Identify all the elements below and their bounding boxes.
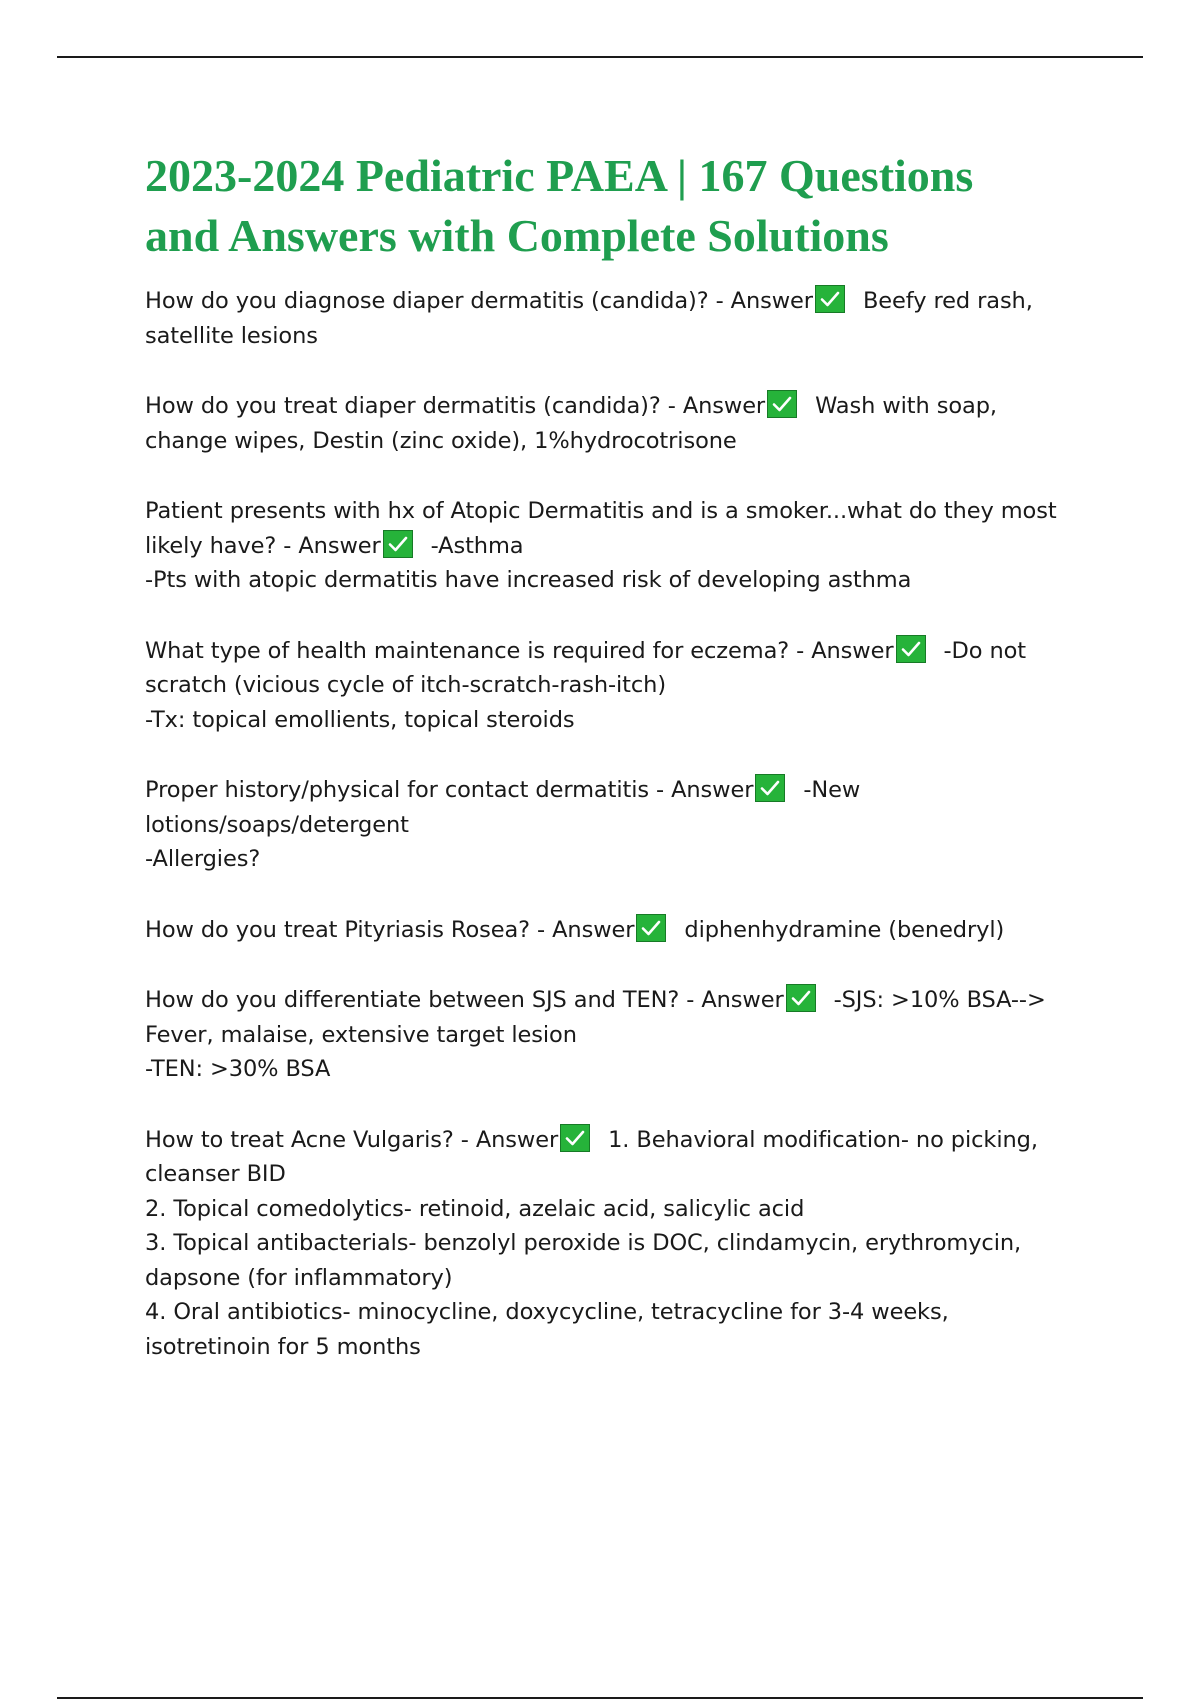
answer-text-line: cleanser BID: [145, 1161, 286, 1187]
document-title: [145, 146, 1105, 266]
qa-first-line: [145, 773, 1105, 808]
qa-item: [145, 284, 1105, 353]
qa-item: [145, 913, 1105, 948]
qa-item: [145, 494, 1105, 598]
answer-text: 1. Behavioral modification- no picking,: [608, 1126, 1038, 1153]
answer-text: -SJS: >10% BSA-->: [833, 987, 1046, 1013]
answer-text-line: -TEN: >30% BSA: [145, 1056, 331, 1082]
qa-first-line: [145, 634, 1105, 669]
qa-first-line: [145, 529, 1105, 564]
qa-item: [145, 1123, 1105, 1365]
answer-text-line: -Pts with atopic dermatitis have increased risk of developing asthma: [145, 567, 912, 593]
answer-text-line: dapsone (for inflammatory): [145, 1264, 453, 1291]
qa-first-line: [145, 913, 1105, 948]
answer-text-line: -Tx: topical emollients, topical steroids: [145, 706, 575, 733]
answer-text-line: 2. Topical comedolytics- retinoid, azelaic acid, salicylic acid: [145, 1195, 805, 1222]
header-rule: [57, 56, 1143, 58]
answer-text-line: isotretinoin for 5 months: [145, 1333, 421, 1360]
qa-list: [145, 284, 1105, 1364]
qa-first-line: [145, 284, 1105, 319]
footer-rule: [57, 1697, 1143, 1699]
answer-text: diphenhydramine (benedryl): [684, 916, 1005, 943]
question-text: How do you diagnose diaper dermatitis (candida)? - Answer: [145, 288, 813, 314]
check-mark-icon: [767, 390, 797, 418]
document-body: [145, 146, 1105, 1400]
qa-first-line: [145, 1123, 1105, 1158]
question-text: How do you differentiate between SJS and TEN? - Answer: [145, 987, 784, 1013]
answer-text-line: 4. Oral antibiotics- minocycline, doxycycline, tetracycline for 3-4 weeks,: [145, 1299, 949, 1325]
answer-text-line: satellite lesions: [145, 322, 318, 349]
qa-item: [145, 389, 1105, 458]
question-text: What type of health maintenance is required for eczema? - Answer: [145, 637, 894, 664]
title-line-2: and Answers with Complete Solutions: [145, 210, 889, 261]
question-text: How do you treat diaper dermatitis (candida)? - Answer: [145, 393, 766, 419]
question-text: How to treat Acne Vulgaris? - Answer: [145, 1126, 559, 1153]
check-mark-icon: [896, 635, 926, 663]
answer-text: Wash with soap,: [815, 393, 997, 419]
check-mark-icon: [755, 774, 785, 802]
answer-text-line: lotions/soaps/detergent: [145, 811, 409, 838]
check-mark-icon: [383, 530, 413, 558]
answer-text-line: scratch (vicious cycle of itch-scratch-rash-itch): [145, 672, 666, 698]
answer-text-line: change wipes, Destin (zinc oxide), 1%hydrocotrisone: [145, 427, 737, 454]
question-text: How do you treat Pityriasis Rosea? - Answer: [145, 916, 635, 943]
title-line-1: 2023-2024 Pediatric PAEA | 167 Questions: [145, 150, 974, 201]
answer-text: -Do not: [943, 637, 1027, 664]
answer-text: Beefy red rash,: [862, 288, 1033, 314]
qa-item: [145, 773, 1105, 877]
answer-text: -New: [803, 777, 861, 803]
qa-item: [145, 983, 1105, 1087]
answer-text-line: 3. Topical antibacterials- benzolyl peroxide is DOC, clindamycin, erythromycin,: [145, 1230, 1022, 1256]
check-mark-icon: [636, 914, 666, 942]
question-text: Proper history/physical for contact dermatitis - Answer: [145, 777, 754, 803]
answer-text-line: -Allergies?: [145, 846, 261, 872]
question-text: likely have? - Answer: [145, 532, 381, 559]
qa-item: [145, 634, 1105, 738]
check-mark-icon: [560, 1124, 590, 1152]
qa-first-line: [145, 983, 1105, 1018]
check-mark-icon: [815, 285, 845, 313]
answer-text-line: Fever, malaise, extensive target lesion: [145, 1021, 577, 1048]
qa-first-line: [145, 389, 1105, 424]
answer-text: -Asthma: [430, 532, 524, 559]
check-mark-icon: [786, 984, 816, 1012]
question-text-line: Patient presents with hx of Atopic Dermatitis and is a smoker...what do they most: [145, 498, 1057, 524]
